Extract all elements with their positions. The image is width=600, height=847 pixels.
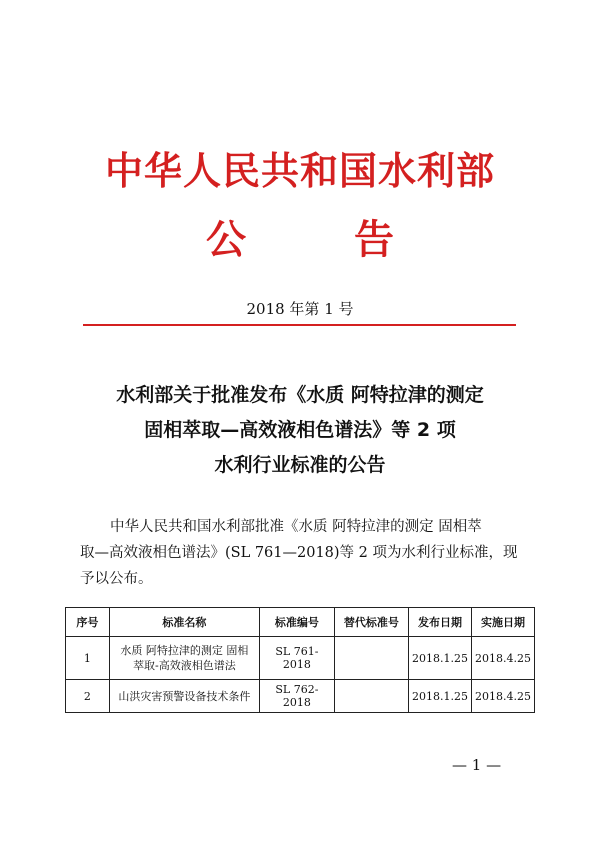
cell-name: 山洪灾害预警设备技术条件 <box>109 680 259 713</box>
cell-replaces <box>334 637 408 680</box>
cell-publish: 2018.1.25 <box>409 680 472 713</box>
red-divider <box>83 324 516 326</box>
notice-title <box>0 378 600 483</box>
body-line-3: 予以公布。 <box>80 571 153 587</box>
header-replaces: 替代标准号 <box>334 608 408 637</box>
cell-publish: 2018.1.25 <box>409 637 472 680</box>
header-effective: 实施日期 <box>471 608 534 637</box>
cell-no: 1 <box>66 637 110 680</box>
notice-char-2: 告 <box>354 217 394 263</box>
cell-name: 水质 阿特拉津的测定 固相 萃取-高效液相色谱法 <box>109 637 259 680</box>
table-header-row <box>66 608 535 637</box>
cell-code: SL 761-2018 <box>260 637 335 680</box>
table-row <box>66 637 535 680</box>
body-line-1: 中华人民共和国水利部批准《水质 阿特拉津的测定 固相萃 <box>110 519 482 535</box>
cell-effective: 2018.4.25 <box>471 637 534 680</box>
issuer-masthead: 中华人民共和国水利部 <box>104 149 495 193</box>
table-row <box>66 680 535 713</box>
header-code: 标准编号 <box>260 608 335 637</box>
header-name: 标准名称 <box>109 608 259 637</box>
cell-no: 2 <box>66 680 110 713</box>
title-line-1: 水利部关于批准发布《水质 阿特拉津的测定 <box>116 384 484 406</box>
notice-char-1: 公 <box>206 217 246 263</box>
cell-code: SL 762-2018 <box>260 680 335 713</box>
cell-replaces <box>334 680 408 713</box>
header-publish: 发布日期 <box>409 608 472 637</box>
header-no: 序号 <box>66 608 110 637</box>
notice-heading <box>0 208 600 265</box>
title-line-2: 固相萃取—高效液相色谱法》等 2 项 <box>144 419 456 441</box>
standards-table <box>65 607 535 713</box>
title-line-3: 水利行业标准的公告 <box>214 454 386 476</box>
page-number: — 1 — <box>452 756 502 774</box>
cell-effective: 2018.4.25 <box>471 680 534 713</box>
notice-body <box>80 514 526 592</box>
document-number: 2018 年第 1 号 <box>246 300 354 318</box>
body-line-2: 取—高效液相色谱法》(SL 761—2018)等 2 项为水利行业标准，现 <box>80 545 518 561</box>
